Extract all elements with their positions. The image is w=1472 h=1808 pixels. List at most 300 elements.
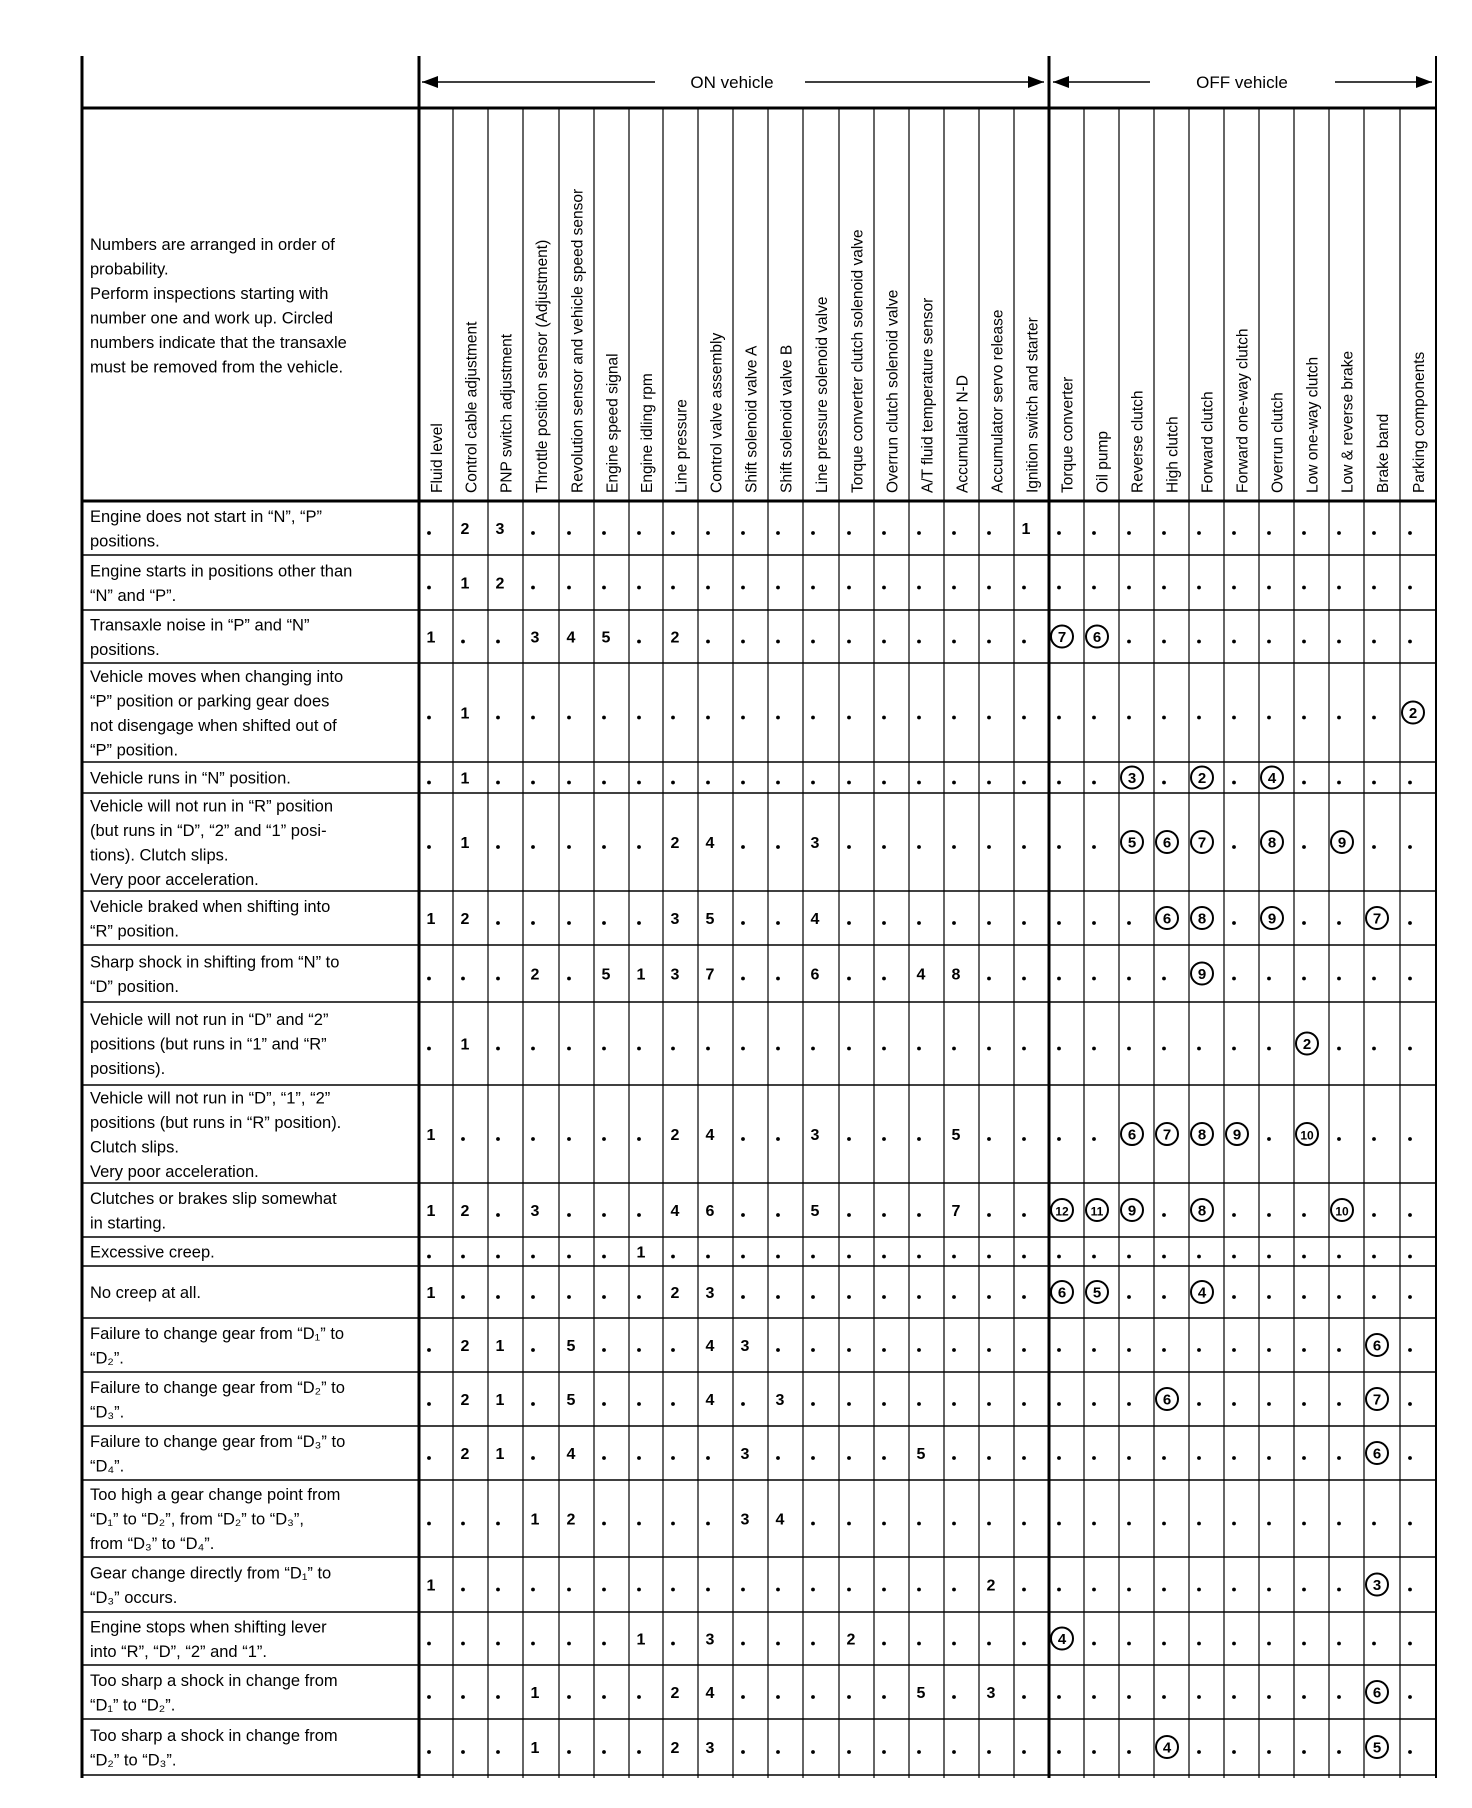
instruction-note-line: numbers indicate that the transaxle <box>90 334 347 352</box>
empty-cell-dot <box>917 1348 921 1352</box>
empty-cell-dot <box>847 1402 851 1406</box>
circled-number-text: 9 <box>1267 910 1277 928</box>
row-label-line: (but runs in “D”, “2” and “1” posi- <box>90 821 327 840</box>
empty-cell-dot <box>602 845 606 849</box>
empty-cell-dot <box>1302 921 1306 925</box>
empty-cell-dot <box>987 640 991 644</box>
empty-cell-dot <box>461 1750 465 1754</box>
cell-number: 2 <box>670 1740 680 1757</box>
empty-cell-dot <box>917 531 921 535</box>
empty-cell-dot <box>1057 1348 1061 1352</box>
empty-cell-dot <box>1232 1047 1236 1051</box>
empty-cell-dot <box>1337 716 1341 720</box>
cell-number: 3 <box>740 1338 750 1355</box>
circled-number <box>1156 831 1178 853</box>
empty-cell-dot <box>847 1137 851 1141</box>
empty-cell-dot <box>567 1750 571 1754</box>
empty-cell-dot <box>882 781 886 785</box>
empty-cell-dot <box>882 1348 886 1352</box>
empty-cell-dot <box>776 1750 780 1754</box>
empty-cell-dot <box>427 1348 431 1352</box>
column-header: Revolution sensor and vehicle speed sensor <box>569 188 587 493</box>
empty-cell-dot <box>531 531 535 535</box>
circled-number <box>1051 1281 1073 1303</box>
empty-cell-dot <box>811 640 815 644</box>
cell-number: 5 <box>566 1338 576 1355</box>
empty-cell-dot <box>637 1213 641 1217</box>
empty-cell-dot <box>461 1642 465 1646</box>
empty-cell-dot <box>1162 716 1166 720</box>
empty-cell-dot <box>671 781 675 785</box>
cell-number: 2 <box>846 1631 856 1649</box>
empty-cell-dot <box>811 531 815 535</box>
empty-cell-dot <box>1197 1695 1201 1699</box>
empty-cell-dot <box>1022 1588 1026 1592</box>
empty-cell-dot <box>1022 1642 1026 1646</box>
cell-number: 1 <box>530 1511 540 1529</box>
empty-cell-dot <box>531 716 535 720</box>
empty-cell-dot <box>987 531 991 535</box>
empty-cell-dot <box>811 1402 815 1406</box>
empty-cell-dot <box>706 1456 710 1460</box>
empty-cell-dot <box>1197 531 1201 535</box>
empty-cell-dot <box>1267 1213 1271 1217</box>
circled-number <box>1086 1199 1108 1221</box>
empty-cell-dot <box>952 845 956 849</box>
empty-cell-dot <box>882 1695 886 1699</box>
row-label-line: “D₃” occurs. <box>90 1588 178 1607</box>
row-label-line: tions). Clutch slips. <box>90 846 229 865</box>
empty-cell-dot <box>1162 1047 1166 1051</box>
empty-cell-dot <box>706 716 710 720</box>
empty-cell-dot <box>917 716 921 720</box>
cell-number: 3 <box>740 1446 750 1463</box>
empty-cell-dot <box>952 716 956 720</box>
row-label-line: Very poor acceleration. <box>90 1162 259 1181</box>
empty-cell-dot <box>987 1255 991 1259</box>
empty-cell-dot <box>847 531 851 535</box>
row-label-line: Vehicle braked when shifting into <box>90 897 331 916</box>
empty-cell-dot <box>1302 1213 1306 1217</box>
empty-cell-dot <box>1372 781 1376 785</box>
column-header: Low one-way clutch <box>1304 356 1322 493</box>
empty-cell-dot <box>811 1695 815 1699</box>
cell-number: 3 <box>670 911 680 928</box>
empty-cell-dot <box>1197 1402 1201 1406</box>
empty-cell-dot <box>531 1295 535 1299</box>
column-header: Overrun clutch solenoid valve <box>884 289 902 493</box>
empty-cell-dot <box>987 1642 991 1646</box>
empty-cell-dot <box>1302 1402 1306 1406</box>
empty-cell-dot <box>741 586 745 590</box>
empty-cell-dot <box>1408 1402 1412 1406</box>
empty-cell-dot <box>461 1295 465 1299</box>
circled-number-text: 10 <box>1335 1204 1349 1219</box>
empty-cell-dot <box>602 1402 606 1406</box>
cell-number: 7 <box>951 1203 961 1220</box>
empty-cell-dot <box>1232 1402 1236 1406</box>
circled-number <box>1051 1628 1073 1650</box>
empty-cell-dot <box>1022 1456 1026 1460</box>
row-label-line: positions (but runs in “1” and “R” <box>90 1035 327 1054</box>
empty-cell-dot <box>531 921 535 925</box>
circled-number-text: 12 <box>1055 1204 1069 1219</box>
circled-number-text: 8 <box>1197 1202 1207 1220</box>
cell-number: 1 <box>426 629 436 647</box>
empty-cell-dot <box>987 1047 991 1051</box>
row-label-line: Vehicle will not run in “D”, “1”, “2” <box>90 1089 331 1108</box>
empty-cell-dot <box>1232 1456 1236 1460</box>
empty-cell-dot <box>882 640 886 644</box>
empty-cell-dot <box>602 586 606 590</box>
empty-cell-dot <box>1302 1456 1306 1460</box>
empty-cell-dot <box>811 781 815 785</box>
empty-cell-dot <box>1092 586 1096 590</box>
empty-cell-dot <box>496 921 500 925</box>
cell-number: 3 <box>810 835 820 852</box>
circled-number-text: 6 <box>1162 1391 1172 1409</box>
column-header: Engine idling rpm <box>639 373 656 493</box>
empty-cell-dot <box>461 640 465 644</box>
empty-cell-dot <box>1372 640 1376 644</box>
empty-cell-dot <box>1302 1522 1306 1526</box>
empty-cell-dot <box>741 845 745 849</box>
empty-cell-dot <box>496 1588 500 1592</box>
empty-cell-dot <box>1408 1047 1412 1051</box>
empty-cell-dot <box>776 1137 780 1141</box>
circled-number-text: 8 <box>1267 834 1277 852</box>
empty-cell-dot <box>1057 531 1061 535</box>
empty-cell-dot <box>496 1695 500 1699</box>
off-arrow-left-head <box>1053 76 1069 88</box>
on-vehicle-label: ON vehicle <box>690 73 774 92</box>
empty-cell-dot <box>637 1137 641 1141</box>
empty-cell-dot <box>427 1402 431 1406</box>
empty-cell-dot <box>847 1456 851 1460</box>
row-label-line: Vehicle will not run in “D” and “2” <box>90 1011 329 1029</box>
circled-number-text: 7 <box>1162 1126 1172 1144</box>
column-header: Parking components <box>1411 351 1428 493</box>
empty-cell-dot <box>1302 845 1306 849</box>
column-header: Throttle position sensor (Adjustment) <box>534 239 551 493</box>
circled-number <box>1261 831 1283 853</box>
cell-number: 1 <box>460 705 470 723</box>
empty-cell-dot <box>1302 640 1306 644</box>
cell-number: 5 <box>916 1685 926 1702</box>
cell-number: 4 <box>916 966 926 984</box>
empty-cell-dot <box>811 1255 815 1259</box>
empty-cell-dot <box>1092 716 1096 720</box>
cell-number: 1 <box>636 966 646 984</box>
empty-cell-dot <box>1022 781 1026 785</box>
column-header: Engine speed signal <box>604 353 622 493</box>
row-label-line: positions. <box>90 532 160 551</box>
cell-number: 1 <box>426 1285 436 1302</box>
empty-cell-dot <box>427 1695 431 1699</box>
empty-cell-dot <box>1267 1642 1271 1646</box>
empty-cell-dot <box>1022 845 1026 849</box>
circled-number-text: 7 <box>1372 910 1382 928</box>
empty-cell-dot <box>602 1456 606 1460</box>
circled-number <box>1331 1199 1353 1221</box>
empty-cell-dot <box>1337 1348 1341 1352</box>
empty-cell-dot <box>461 1588 465 1592</box>
empty-cell-dot <box>1022 1695 1026 1699</box>
column-header: Line pressure solenoid valve <box>814 296 831 493</box>
empty-cell-dot <box>1267 531 1271 535</box>
row-label-line: Failure to change gear from “D₃” to <box>90 1432 346 1451</box>
empty-cell-dot <box>1092 1522 1096 1526</box>
circled-number <box>1226 1123 1248 1145</box>
empty-cell-dot <box>1232 640 1236 644</box>
empty-cell-dot <box>847 921 851 925</box>
empty-cell-dot <box>671 716 675 720</box>
empty-cell-dot <box>882 977 886 981</box>
empty-cell-dot <box>567 1255 571 1259</box>
empty-cell-dot <box>602 781 606 785</box>
column-header: Control cable adjustment <box>463 321 481 493</box>
empty-cell-dot <box>1372 531 1376 535</box>
empty-cell-dot <box>1232 716 1236 720</box>
empty-cell-dot <box>882 716 886 720</box>
empty-cell-dot <box>427 531 431 535</box>
empty-cell-dot <box>811 1588 815 1592</box>
empty-cell-dot <box>637 586 641 590</box>
cell-number: 3 <box>670 966 680 984</box>
empty-cell-dot <box>1022 1750 1026 1754</box>
cell-number: 4 <box>705 1392 715 1409</box>
empty-cell-dot <box>1127 977 1131 981</box>
empty-cell-dot <box>461 1695 465 1699</box>
empty-cell-dot <box>1408 1295 1412 1299</box>
empty-cell-dot <box>1162 1456 1166 1460</box>
empty-cell-dot <box>1337 1255 1341 1259</box>
circled-number-text: 5 <box>1127 834 1137 852</box>
circled-number <box>1366 1681 1388 1703</box>
empty-cell-dot <box>1022 1255 1026 1259</box>
empty-cell-dot <box>776 640 780 644</box>
empty-cell-dot <box>987 977 991 981</box>
column-header: A/T fluid temperature sensor <box>919 297 937 493</box>
empty-cell-dot <box>567 977 571 981</box>
empty-cell-dot <box>952 1255 956 1259</box>
row-label-line: positions). <box>90 1060 166 1078</box>
row-label-line: Too sharp a shock in change from <box>90 1671 338 1690</box>
empty-cell-dot <box>1337 586 1341 590</box>
cell-number: 4 <box>566 1446 576 1463</box>
empty-cell-dot <box>1092 1047 1096 1051</box>
empty-cell-dot <box>1057 1588 1061 1592</box>
empty-cell-dot <box>1057 1695 1061 1699</box>
column-header: Forward clutch <box>1199 391 1217 493</box>
empty-cell-dot <box>1057 781 1061 785</box>
empty-cell-dot <box>776 1456 780 1460</box>
empty-cell-dot <box>1408 781 1412 785</box>
cell-number: 1 <box>460 835 470 852</box>
empty-cell-dot <box>637 716 641 720</box>
empty-cell-dot <box>847 640 851 644</box>
empty-cell-dot <box>847 1047 851 1051</box>
empty-cell-dot <box>1162 640 1166 644</box>
empty-cell-dot <box>741 1402 745 1406</box>
circled-number-text: 9 <box>1232 1126 1242 1144</box>
empty-cell-dot <box>671 1456 675 1460</box>
empty-cell-dot <box>531 1137 535 1141</box>
empty-cell-dot <box>1162 977 1166 981</box>
empty-cell-dot <box>847 1348 851 1352</box>
empty-cell-dot <box>987 921 991 925</box>
column-header: High clutch <box>1164 416 1182 493</box>
empty-cell-dot <box>637 1047 641 1051</box>
empty-cell-dot <box>567 1642 571 1646</box>
empty-cell-dot <box>602 1295 606 1299</box>
cell-number: 4 <box>810 911 820 928</box>
column-header: Line pressure <box>673 399 691 493</box>
circled-number <box>1156 1736 1178 1758</box>
row-label-line: Failure to change gear from “D₁” to <box>90 1324 345 1343</box>
circled-number-text: 6 <box>1372 1337 1382 1355</box>
empty-cell-dot <box>776 531 780 535</box>
empty-cell-dot <box>706 1522 710 1526</box>
circled-number <box>1156 1388 1178 1410</box>
cell-number: 4 <box>705 1338 715 1355</box>
empty-cell-dot <box>1302 1750 1306 1754</box>
empty-cell-dot <box>706 640 710 644</box>
circled-number-text: 4 <box>1162 1739 1172 1757</box>
empty-cell-dot <box>427 1642 431 1646</box>
empty-cell-dot <box>1372 1255 1376 1259</box>
empty-cell-dot <box>1408 1588 1412 1592</box>
empty-cell-dot <box>882 1047 886 1051</box>
empty-cell-dot <box>1127 1348 1131 1352</box>
empty-cell-dot <box>637 1295 641 1299</box>
empty-cell-dot <box>1092 1402 1096 1406</box>
empty-cell-dot <box>952 1695 956 1699</box>
empty-cell-dot <box>1162 1522 1166 1526</box>
empty-cell-dot <box>671 1047 675 1051</box>
circled-number-text: 3 <box>1372 1577 1382 1594</box>
empty-cell-dot <box>1197 1047 1201 1051</box>
column-header: Reverse clutch <box>1129 390 1147 493</box>
circled-number-text: 6 <box>1372 1445 1382 1463</box>
circled-number <box>1086 1281 1108 1303</box>
empty-cell-dot <box>531 1047 535 1051</box>
circled-number-text: 9 <box>1127 1202 1137 1220</box>
empty-cell-dot <box>1162 586 1166 590</box>
empty-cell-dot <box>987 781 991 785</box>
circled-number <box>1366 1388 1388 1410</box>
cell-number: 1 <box>636 1631 646 1649</box>
empty-cell-dot <box>1127 1588 1131 1592</box>
empty-cell-dot <box>952 1402 956 1406</box>
column-header: Shift solenoid valve B <box>778 344 796 493</box>
circled-number-text: 4 <box>1267 770 1277 787</box>
cell-number: 1 <box>495 1338 505 1355</box>
row-label-line: Failure to change gear from “D₂” to <box>90 1378 345 1397</box>
empty-cell-dot <box>531 1255 535 1259</box>
empty-cell-dot <box>1232 1522 1236 1526</box>
empty-cell-dot <box>602 531 606 535</box>
cell-number: 4 <box>705 1685 715 1702</box>
empty-cell-dot <box>602 1255 606 1259</box>
empty-cell-dot <box>1408 1348 1412 1352</box>
column-header: Fluid level <box>429 423 446 493</box>
empty-cell-dot <box>496 1047 500 1051</box>
empty-cell-dot <box>1232 1255 1236 1259</box>
empty-cell-dot <box>1022 1402 1026 1406</box>
circled-number <box>1191 907 1213 929</box>
empty-cell-dot <box>987 1348 991 1352</box>
empty-cell-dot <box>741 1695 745 1699</box>
circled-number <box>1051 1199 1073 1221</box>
empty-cell-dot <box>496 1213 500 1217</box>
empty-cell-dot <box>776 1588 780 1592</box>
empty-cell-dot <box>1092 1750 1096 1754</box>
empty-cell-dot <box>637 1348 641 1352</box>
cell-number: 1 <box>495 1446 505 1463</box>
empty-cell-dot <box>882 921 886 925</box>
circled-number-text: 4 <box>1057 1631 1067 1648</box>
empty-cell-dot <box>567 845 571 849</box>
cell-number: 5 <box>601 629 611 647</box>
circled-number-text: 6 <box>1127 1126 1137 1144</box>
empty-cell-dot <box>602 1642 606 1646</box>
empty-cell-dot <box>1092 1255 1096 1259</box>
row-label-line: Vehicle runs in “N” position. <box>90 769 291 788</box>
empty-cell-dot <box>1302 1255 1306 1259</box>
empty-cell-dot <box>1197 1348 1201 1352</box>
circled-number <box>1402 702 1424 724</box>
row-label-line: “D₃”. <box>90 1403 125 1422</box>
row-label-line: Engine does not start in “N”, “P” <box>90 507 323 526</box>
empty-cell-dot <box>1092 1137 1096 1141</box>
cell-number: 5 <box>810 1203 820 1220</box>
cell-number: 1 <box>530 1740 540 1757</box>
empty-cell-dot <box>952 1522 956 1526</box>
circled-number <box>1121 1199 1143 1221</box>
empty-cell-dot <box>1302 1642 1306 1646</box>
empty-cell-dot <box>637 1522 641 1526</box>
empty-cell-dot <box>1057 716 1061 720</box>
empty-cell-dot <box>917 1588 921 1592</box>
empty-cell-dot <box>1232 1213 1236 1217</box>
empty-cell-dot <box>1408 531 1412 535</box>
circled-number <box>1121 767 1143 789</box>
empty-cell-dot <box>987 1456 991 1460</box>
empty-cell-dot <box>1408 977 1412 981</box>
row-label-line: Gear change directly from “D₁” to <box>90 1564 332 1583</box>
empty-cell-dot <box>1372 1642 1376 1646</box>
cell-number: 3 <box>775 1392 785 1409</box>
empty-cell-dot <box>741 921 745 925</box>
empty-cell-dot <box>741 1295 745 1299</box>
circled-number <box>1366 1334 1388 1356</box>
circled-number <box>1296 1033 1318 1055</box>
empty-cell-dot <box>1337 1522 1341 1526</box>
row-label-line: Sharp shock in shifting from “N” to <box>90 953 340 972</box>
column-header: Torque converter <box>1059 376 1077 493</box>
empty-cell-dot <box>987 1295 991 1299</box>
empty-cell-dot <box>567 1588 571 1592</box>
empty-cell-dot <box>1267 1695 1271 1699</box>
cell-number: 3 <box>495 521 505 538</box>
empty-cell-dot <box>706 531 710 535</box>
empty-cell-dot <box>1302 1695 1306 1699</box>
cell-number: 2 <box>670 1285 680 1302</box>
empty-cell-dot <box>637 1456 641 1460</box>
empty-cell-dot <box>741 1213 745 1217</box>
circled-number-text: 9 <box>1337 834 1347 852</box>
